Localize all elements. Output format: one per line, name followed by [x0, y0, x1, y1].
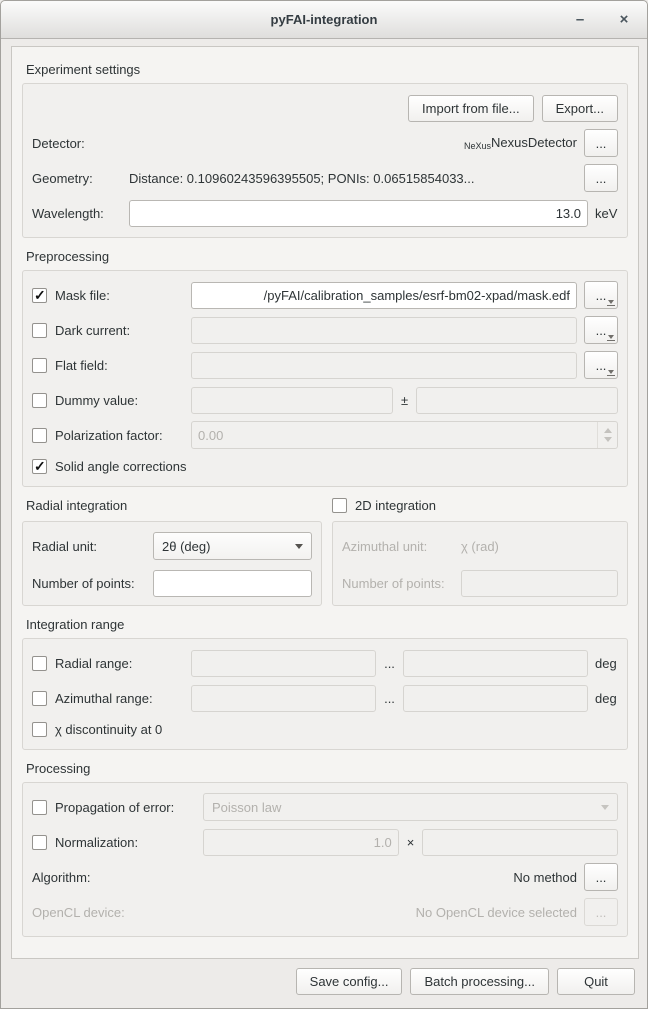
integration-range-frame	[22, 638, 628, 750]
dummy-value-input	[191, 387, 393, 414]
radial-unit-label: Radial unit:	[32, 538, 98, 554]
wavelength-input[interactable]	[129, 200, 588, 227]
plus-minus-separator: ±	[400, 392, 409, 408]
normalization-factor-input	[203, 829, 399, 856]
mask-file-row	[32, 281, 618, 309]
algorithm-more-button[interactable]: ...	[584, 863, 618, 891]
opencl-more-button: ...	[584, 898, 618, 926]
chevron-down-icon	[295, 544, 303, 549]
mask-file-label[interactable]: Mask file:	[55, 287, 110, 303]
mask-file-checkbox[interactable]	[32, 288, 47, 303]
times-separator: ×	[406, 834, 415, 850]
radial-range-to-input	[403, 650, 588, 677]
azimuthal-points-row	[342, 569, 618, 597]
batch-processing-button[interactable]: Batch processing...	[410, 968, 549, 995]
section-title-radial-integration: Radial integration	[26, 497, 128, 513]
azimuthal-range-to-input	[403, 685, 588, 712]
spin-down-icon	[604, 437, 612, 442]
error-propagation-checkbox[interactable]	[32, 800, 47, 815]
radial-range-checkbox[interactable]	[32, 656, 47, 671]
save-config-button[interactable]: Save config...	[296, 968, 403, 995]
solid-angle-label[interactable]: Solid angle corrections	[55, 458, 187, 474]
radial-unit-row	[32, 532, 312, 560]
azimuthal-points-input	[461, 570, 618, 597]
error-propagation-row	[32, 793, 618, 821]
radial-points-label: Number of points:	[32, 575, 135, 591]
azimuthal-range-row	[32, 684, 618, 712]
preprocessing-frame	[22, 270, 628, 487]
section-title-2d-integration[interactable]: 2D integration	[355, 497, 436, 513]
radial-range-row	[32, 649, 618, 677]
radial-unit-combobox[interactable]	[153, 532, 312, 560]
wavelength-unit: keV	[595, 205, 618, 221]
dummy-delta-input	[416, 387, 618, 414]
export-button[interactable]: Export...	[542, 95, 618, 122]
normalization-row	[32, 828, 618, 856]
wavelength-row	[32, 199, 618, 227]
error-model-value: Poisson law	[212, 799, 282, 815]
dark-current-checkbox[interactable]	[32, 323, 47, 338]
radial-unit-value: 2θ (deg)	[162, 538, 211, 554]
azimuthal-unit-row	[342, 532, 618, 560]
algorithm-value: No method	[513, 869, 577, 885]
close-icon[interactable]: ×	[619, 11, 629, 28]
dummy-value-label[interactable]: Dummy value:	[55, 392, 139, 408]
geometry-more-button[interactable]: ...	[584, 164, 618, 192]
range-separator: ...	[384, 655, 395, 671]
opencl-device-row	[32, 898, 618, 926]
normalization-label[interactable]: Normalization:	[55, 834, 139, 850]
azimuthal-range-label[interactable]: Azimuthal range:	[55, 690, 153, 706]
azimuthal-points-label: Number of points:	[342, 575, 445, 591]
integration-columns	[22, 487, 628, 606]
polarization-factor-label[interactable]: Polarization factor:	[55, 427, 163, 443]
mask-file-browse-button[interactable]: ...	[584, 281, 618, 309]
integration-2d-column	[332, 487, 628, 606]
quit-button[interactable]: Quit	[557, 968, 635, 995]
radial-range-unit: deg	[595, 655, 617, 671]
import-export-row	[32, 94, 618, 122]
radial-points-row	[32, 569, 312, 597]
dark-current-row	[32, 316, 618, 344]
radial-range-label[interactable]: Radial range:	[55, 655, 133, 671]
chi-discontinuity-checkbox[interactable]	[32, 722, 47, 737]
integration-2d-frame	[332, 521, 628, 606]
section-title-processing: Processing	[26, 761, 91, 776]
range-separator: ...	[384, 690, 395, 706]
polarization-factor-spinbox	[191, 421, 618, 449]
radial-points-input[interactable]	[153, 570, 312, 597]
normalization-checkbox[interactable]	[32, 835, 47, 850]
mask-file-input[interactable]	[191, 282, 577, 309]
spin-up-icon	[604, 428, 612, 433]
geometry-row	[32, 164, 618, 192]
radial-integration-column	[22, 487, 322, 606]
flat-field-checkbox[interactable]	[32, 358, 47, 373]
geometry-label: Geometry:	[32, 170, 93, 186]
titlebar	[1, 1, 647, 39]
section-title-experiment-settings: Experiment settings	[26, 62, 141, 77]
section-title-preprocessing: Preprocessing	[26, 249, 110, 264]
radial-range-from-input	[191, 650, 376, 677]
processing-frame	[22, 782, 628, 937]
flat-field-browse-button[interactable]: ...	[584, 351, 618, 379]
chi-discontinuity-label[interactable]: χ discontinuity at 0	[55, 721, 163, 737]
detector-row	[32, 129, 618, 157]
section-title-integration-range: Integration range	[26, 617, 125, 632]
detector-more-button[interactable]: ...	[584, 129, 618, 157]
dummy-value-row	[32, 386, 618, 414]
main-panel	[11, 46, 639, 959]
window-controls	[571, 1, 637, 39]
polarization-factor-row	[32, 421, 618, 449]
experiment-settings-frame	[22, 83, 628, 238]
window-title: pyFAI-integration	[270, 12, 378, 27]
wavelength-label: Wavelength:	[32, 205, 104, 221]
dark-current-label[interactable]: Dark current:	[55, 322, 131, 338]
flat-field-row	[32, 351, 618, 379]
dark-current-browse-button[interactable]: ...	[584, 316, 618, 344]
detector-value-text: NexusDetector	[491, 135, 577, 150]
azimuthal-unit-value: χ (rad)	[461, 538, 499, 554]
algorithm-row	[32, 863, 618, 891]
integration-2d-checkbox[interactable]	[332, 498, 347, 513]
opencl-device-label: OpenCL device:	[32, 904, 125, 920]
algorithm-label: Algorithm:	[32, 869, 91, 885]
polarization-factor-placeholder: 0.00	[198, 427, 224, 443]
geometry-value: Distance: 0.10960243596395505; PONIs: 0.06515854033...	[129, 170, 475, 186]
azimuthal-range-from-input	[191, 685, 376, 712]
detector-value	[129, 135, 577, 151]
flat-field-input	[191, 352, 577, 379]
minimize-icon[interactable]: –	[575, 11, 585, 28]
dark-current-input	[191, 317, 577, 344]
import-from-file-button[interactable]: Import from file...	[408, 95, 534, 122]
error-propagation-label[interactable]: Propagation of error:	[55, 799, 175, 815]
footer-button-bar	[1, 968, 647, 995]
detector-label: Detector:	[32, 135, 85, 151]
chevron-down-icon	[601, 805, 609, 810]
nexus-prefix: NeXus	[464, 141, 492, 151]
polarization-factor-checkbox[interactable]	[32, 428, 47, 443]
error-model-combobox	[203, 793, 618, 821]
dummy-value-checkbox[interactable]	[32, 393, 47, 408]
spinner-arrows	[597, 422, 617, 448]
solid-angle-row	[32, 456, 618, 476]
solid-angle-checkbox[interactable]	[32, 459, 47, 474]
radial-integration-frame	[22, 521, 322, 606]
flat-field-label[interactable]: Flat field:	[55, 357, 108, 373]
opencl-device-value: No OpenCL device selected	[415, 904, 577, 920]
azimuthal-range-checkbox[interactable]	[32, 691, 47, 706]
azimuthal-unit-label: Azimuthal unit:	[342, 538, 428, 554]
normalization-monitor-input	[422, 829, 618, 856]
azimuthal-range-unit: deg	[595, 690, 617, 706]
chi-discontinuity-row	[32, 719, 618, 739]
